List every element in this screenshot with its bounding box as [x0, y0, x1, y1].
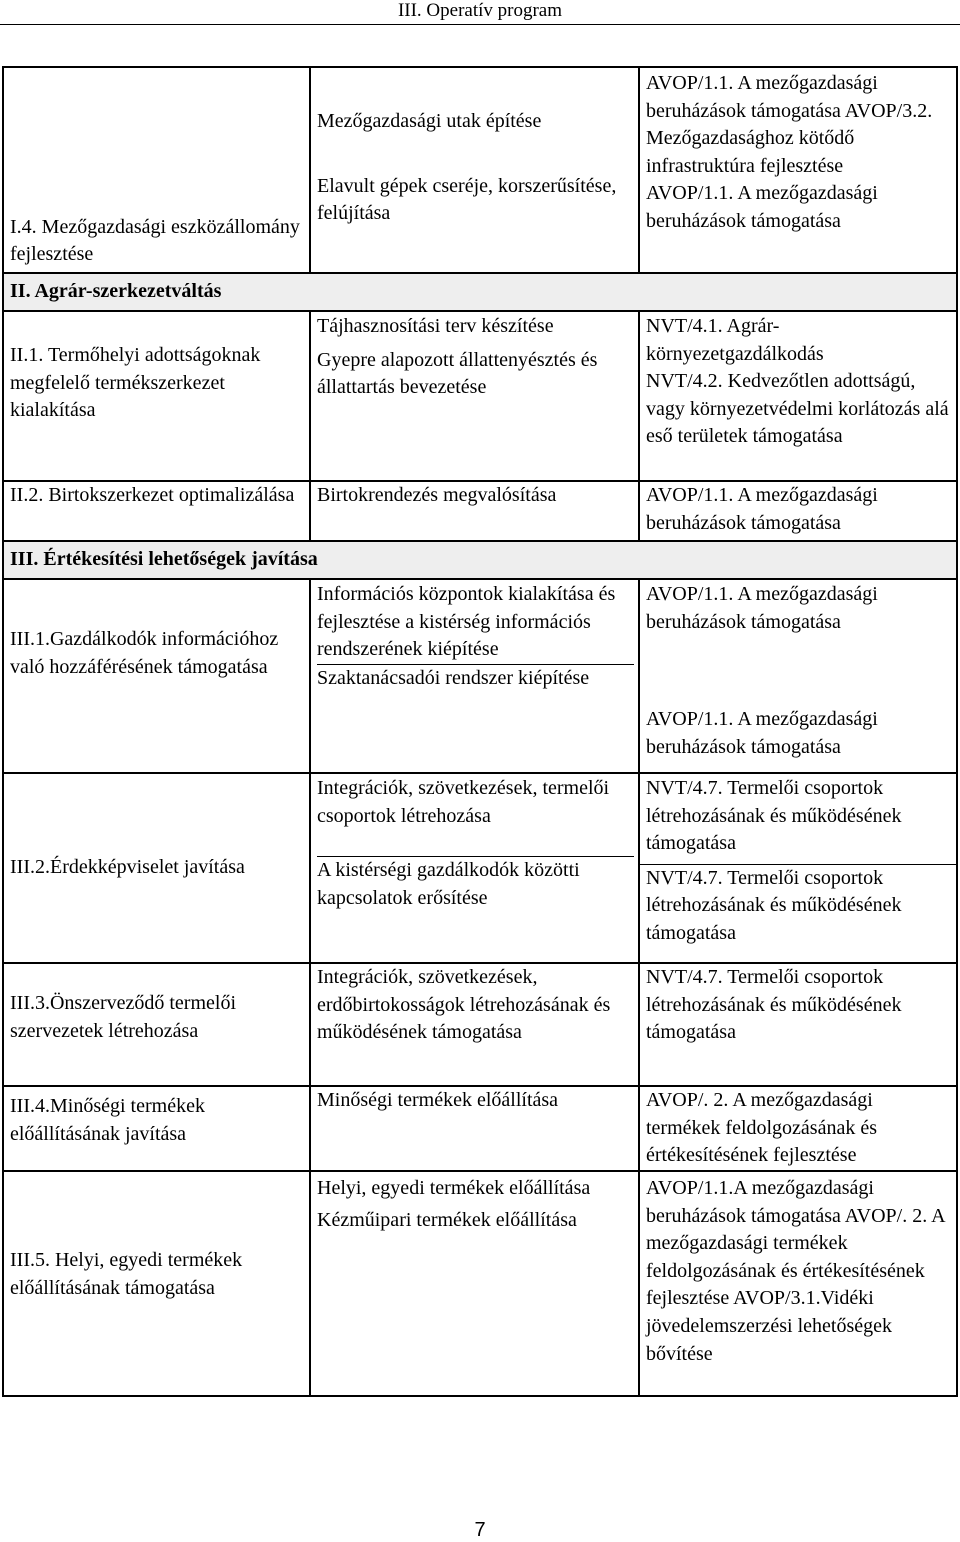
program-item: AVOP/1.1. A mezőgazdasági beruházások támogatása — [646, 583, 878, 633]
section-row — [3, 541, 957, 579]
measure-item: Kézműipari termékek előállítása — [317, 1208, 577, 1231]
table-row — [3, 1086, 957, 1171]
section-row — [3, 273, 957, 311]
table-row — [3, 773, 957, 963]
measure-item: Gyepre alapozott állattenyésztés és állattartás bevezetése — [317, 348, 598, 399]
measure-item: Információs központok kialakítása és fejlesztése a kistérség információs rendszerének kiépítése — [317, 583, 616, 661]
table-row — [3, 311, 957, 481]
program-item: AVOP/1.1. A mezőgazdasági beruházások támogatása AVOP/3.2. Mezőgazdasághoz kötődő infrastruktúra fejlesztése — [646, 72, 933, 177]
program-item: NVT/4.7. Termelői csoportok létrehozásának és működésének támogatása — [646, 866, 902, 944]
subprogram-cell: I.4. Mezőgazdasági eszközállomány fejlesztése — [3, 67, 310, 273]
program-item: AVOP/1.1. A mezőgazdasági beruházások támogatása — [646, 182, 878, 232]
subprogram-cell: II.1. Termőhelyi adottságoknak megfelelő termékszerkezet kialakítása — [3, 311, 310, 481]
page-number: 7 — [474, 1519, 486, 1541]
section-header: II. Agrár-szerkezetváltás — [3, 273, 957, 311]
program-item: NVT/4.7. Termelői csoportok létrehozásának és működésének támogatása — [646, 777, 902, 855]
table-row — [3, 579, 957, 773]
table-row — [3, 1171, 957, 1396]
measure-item: Helyi, egyedi termékek előállítása — [317, 1177, 591, 1199]
measure-item: Integrációk, szövetkezések, termelői csoportok létrehozása — [317, 777, 610, 827]
program-item: AVOP/1.1. A mezőgazdasági beruházások támogatása — [646, 708, 878, 758]
programs-cell: AVOP/1.1.A mezőgazdasági beruházások támogatása AVOP/. 2. A mezőgazdasági termékek feldolgozásának és értékesítésének fejlesztése AVOP/3.1.Vidéki jövedelemszerzési lehetőségek bővítése — [639, 1171, 957, 1396]
measures-cell — [310, 773, 639, 963]
subprogram-cell: III.1.Gazdálkodók információhoz való hozzáférésének támogatása — [3, 579, 310, 773]
programs-cell: AVOP/1.1. A mezőgazdasági beruházások támogatása — [639, 481, 957, 541]
operative-program-table — [2, 66, 958, 1397]
subprogram-cell: III.4.Minőségi termékek előállításának javítása — [3, 1086, 310, 1171]
running-header: III. Operatív program — [0, 0, 960, 26]
measures-cell: Integrációk, szövetkezések, erdőbirtokosságok létrehozásának és működésének támogatása — [310, 963, 639, 1086]
programs-cell: NVT/4.7. Termelői csoportok létrehozásának és működésének támogatása — [639, 963, 957, 1086]
table-row — [3, 481, 957, 541]
measure-item: Elavult gépek cseréje, korszerűsítése, felújítása — [317, 174, 617, 225]
programs-cell: AVOP/. 2. A mezőgazdasági termékek feldolgozásának és értékesítésének fejlesztése — [639, 1086, 957, 1171]
measures-cell: Birtokrendezés megvalósítása — [310, 481, 639, 541]
measure-item: Tájhasznosítási terv készítése — [317, 315, 554, 337]
measures-cell — [310, 311, 639, 481]
programs-cell — [639, 311, 957, 481]
table-row — [3, 963, 957, 1086]
programs-cell — [639, 579, 957, 773]
program-item: NVT/4.2. Kedvezőtlen adottságú, vagy környezetvédelmi korlátozás alá eső területek támogatása — [646, 370, 949, 448]
measures-cell — [310, 579, 639, 773]
measure-item: A kistérségi gazdálkodók közötti kapcsolatok erősítése — [317, 859, 580, 909]
subprogram-cell: III.5. Helyi, egyedi termékek előállításának támogatása — [3, 1171, 310, 1396]
measures-cell — [310, 67, 639, 273]
programs-cell — [639, 67, 957, 273]
measure-item: Szaktanácsadói rendszer kiépítése — [317, 666, 590, 689]
program-item: NVT/4.1. Agrár-környezetgazdálkodás — [646, 315, 824, 365]
programs-cell — [639, 773, 957, 963]
subprogram-cell: II.2. Birtokszerkezet optimalizálása — [3, 481, 310, 541]
measures-cell — [310, 1171, 639, 1396]
section-header: III. Értékesítési lehetőségek javítása — [3, 541, 957, 579]
subprogram-cell: III.3.Önszerveződő termelői szervezetek létrehozása — [3, 963, 310, 1086]
subprogram-cell: III.2.Érdekképviselet javítása — [3, 773, 310, 963]
table-row — [3, 67, 957, 273]
measures-cell: Minőségi termékek előállítása — [310, 1086, 639, 1171]
measure-item: Mezőgazdasági utak építése — [317, 110, 542, 132]
